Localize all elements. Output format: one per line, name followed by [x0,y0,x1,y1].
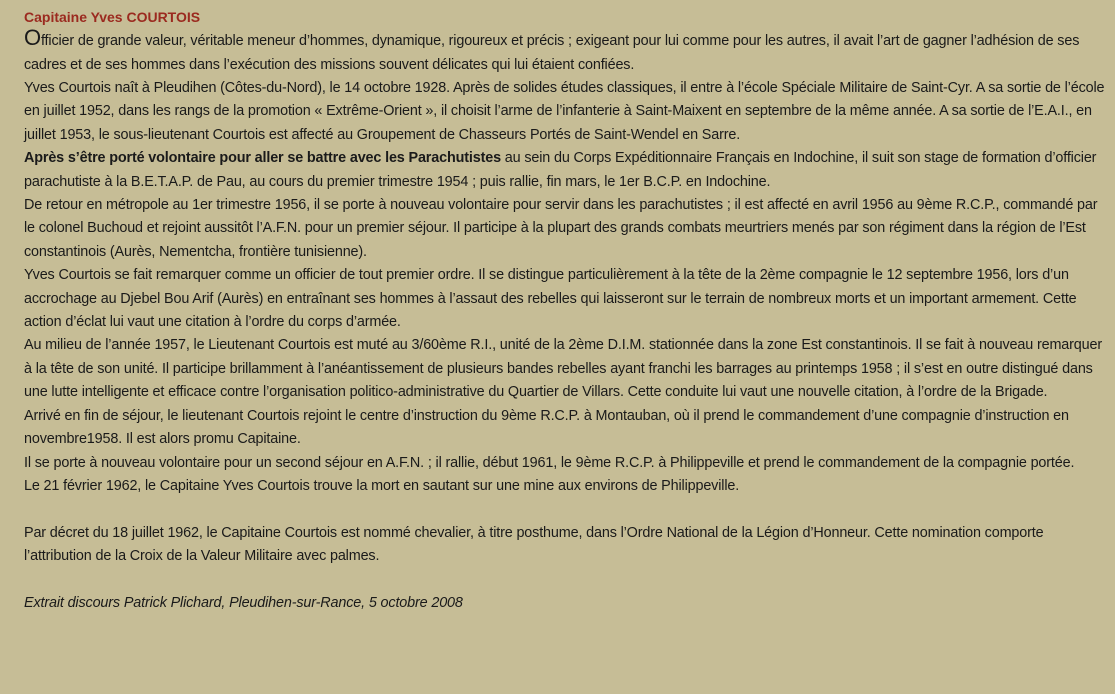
paragraph-spacer [24,498,1107,521]
paragraph-indochina [24,147,1107,194]
intro-text: fficier de grande valeur, véritable meneur d’hommes, dynamique, rigoureux et précis ; exigeant pour lui comme pour les autres, il avait l’art de gagner l’adhésion de ses cadres et de ses hommes dans l’exécution des missions souvent délicates qui lui étaient confiées. [24,33,1080,73]
paragraph-death: Le 21 février 1962, le Capitaine Yves Courtois trouve la mort en sautant sur une mine aux environs de Philippeville. [24,477,740,494]
article-body [24,25,1107,615]
paragraph-indochina-bold: Après s’être porté volontaire pour aller se battre avec les Parachutistes [24,150,501,167]
paragraph-birth-education: Yves Courtois naît à Pleudihen (Côtes-du-Nord), le 14 octobre 1928. Après de solides études classiques, il entre à l’école Spéciale Militaire de Saint-Cyr. A sa sortie de l’école en juillet 1952, dans les rangs de la promotion « Extrême-Orient », il choisit l’arme de l’infanterie à Saint-Maixent en septembre de la même année. A sa sortie de l’E.A.I., en juillet 1953, le sous-lieutenant Courtois est affecté au Groupement de Chasseurs Portés de Saint-Wendel en Sarre. [24,80,1105,143]
source-signature: Extrait discours Patrick Plichard, Pleudihen-sur-Rance, 5 octobre 2008 [24,594,463,611]
intro-paragraph [24,25,1107,77]
paragraph-second-tour: Il se porte à nouveau volontaire pour un second séjour en A.F.N. ; il rallie, début 1961, le 9ème R.C.P. à Philippeville et prend le commandement de la compagnie portée. [24,454,1075,471]
paragraph-montauban: Arrivé en fin de séjour, le lieutenant Courtois rejoint le centre d’instruction du 9ème R.C.P. à Montauban, où il prend le commandement d’une compagnie d’instruction en novembre1958. Il est alors promu Capitaine. [24,407,1069,448]
drop-cap: O [24,25,41,50]
paragraph-1957: Au milieu de l’année 1957, le Lieutenant Courtois est muté au 3/60ème R.I., unité de la 2ème D.I.M. stationnée dans la zone Est constantinois. Il se fait à nouveau remarquer à la tête de son unité. Il participe brillamment à l’anéantissement de plusieurs bandes rebelles ayant franchi les barrages au printemps 1958 ; il s’est en outre distingué dans une lutte intelligente et efficace contre l’organisation politico-administrative du Quartier de Villars. Cette conduite lui vaut une nouvelle citation, à l’ordre de la Brigade. [24,337,1102,401]
page-title: Capitaine Yves COURTOIS [24,9,201,25]
paragraph-legion-honneur: Par décret du 18 juillet 1962, le Capitaine Courtois est nommé chevalier, à titre posthume, dans l’Ordre National de la Légion d’Honneur. Cette nomination comporte l’attribution de la Croix de la Valeur Militaire avec palmes. [24,524,1044,565]
paragraph-indochina-rest: au sein du Corps Expéditionnaire Français en Indochine, il suit son stage de formation d’officier parachutiste à la B.E.T.A.P. de Pau, au cours du premier trimestre 1954 ; puis rallie, fin mars, le 1er B.C.P. en Indochine. [24,150,1097,190]
paragraph-distinction: Yves Courtois se fait remarquer comme un officier de tout premier ordre. Il se distingue particulièrement à la tête de la 2ème compagnie le 12 septembre 1956, lors d’un accrochage au Djebel Bou Arif (Aurès) en entraînant ses hommes à l’assaut des rebelles qui laisseront sur le terrain de nombreux morts et un important armement. Cette action d’éclat lui vaut une citation à l’ordre du corps d’armée. [24,267,1077,331]
paragraph-spacer [24,569,1107,592]
paragraph-return-1956: De retour en métropole au 1er trimestre 1956, il se porte à nouveau volontaire pour servir dans les parachutistes ; il est affecté en avril 1956 au 9ème R.C.P., commandé par le colonel Buchoud et rejoint aussitôt l’A.F.N. pour un premier séjour. Il participe à la plupart des grands combats meurtriers menés par son régiment dans la région de l’Est constantinois (Aurès, Nementcha, frontière tunisienne). [24,197,1098,260]
